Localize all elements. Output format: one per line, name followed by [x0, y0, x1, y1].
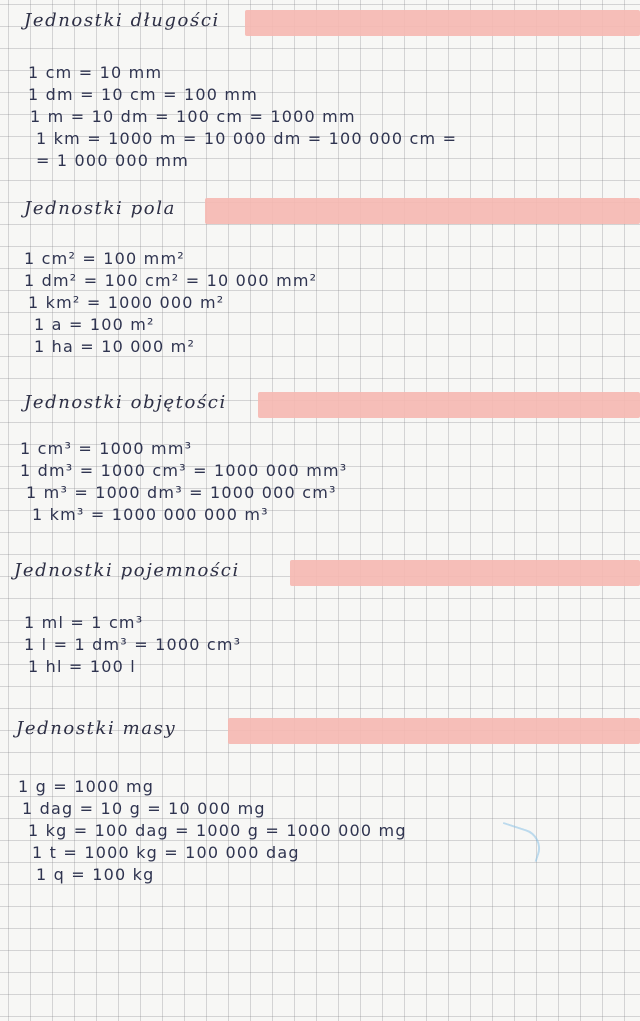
- conversion-line: 1 kg = 100 dag = 1000 g = 1000 000 mg: [28, 821, 407, 840]
- section-heading: Jednostki długości: [24, 10, 220, 31]
- section-area: [0, 196, 640, 358]
- conversion-line: 1 ml = 1 cm³: [24, 613, 144, 632]
- section-heading-row: [0, 716, 640, 750]
- conversion-line: 1 m³ = 1000 dm³ = 1000 000 cm³: [26, 483, 337, 502]
- conversion-line: 1 cm² = 100 mm²: [24, 249, 185, 268]
- conversion-list: [0, 438, 640, 526]
- section-heading: Jednostki objętości: [24, 392, 227, 413]
- section-heading: Jednostki masy: [16, 718, 177, 739]
- conversion-line: 1 cm³ = 1000 mm³: [20, 439, 193, 458]
- conversion-line: 1 dm³ = 1000 cm³ = 1000 000 mm³: [20, 461, 348, 480]
- section-heading: Jednostki pola: [24, 198, 176, 219]
- conversion-line: 1 t = 1000 kg = 100 000 dag: [32, 843, 300, 862]
- conversion-line: 1 ha = 10 000 m²: [34, 337, 196, 356]
- heading-highlight: [245, 10, 640, 36]
- conversion-line: 1 m = 10 dm = 100 cm = 1000 mm: [30, 107, 356, 126]
- conversion-line: 1 dm = 10 cm = 100 mm: [28, 85, 258, 104]
- conversion-line: = 1 000 000 mm: [36, 151, 189, 170]
- conversion-line: 1 l = 1 dm³ = 1000 cm³: [24, 635, 242, 654]
- section-length: [0, 8, 640, 172]
- conversion-line: 1 cm = 10 mm: [28, 63, 163, 82]
- conversion-line: 1 dag = 10 g = 10 000 mg: [22, 799, 266, 818]
- heading-highlight: [228, 718, 640, 744]
- conversion-list: [0, 248, 640, 358]
- heading-highlight: [290, 560, 640, 586]
- conversion-line: 1 km² = 1000 000 m²: [28, 293, 225, 312]
- conversion-line: 1 g = 1000 mg: [18, 777, 155, 796]
- conversion-line: 1 hl = 100 l: [28, 657, 136, 676]
- conversion-list: [0, 62, 640, 172]
- conversion-line: 1 km³ = 1000 000 000 m³: [32, 505, 269, 524]
- conversion-list: [0, 612, 640, 678]
- section-heading-row: [0, 390, 640, 424]
- section-heading: Jednostki pojemności: [14, 560, 240, 581]
- conversion-line: 1 km = 1000 m = 10 000 dm = 100 000 cm =: [36, 129, 458, 148]
- section-heading-row: [0, 8, 640, 42]
- section-heading-row: [0, 196, 640, 230]
- heading-highlight: [258, 392, 640, 418]
- section-heading-row: [0, 558, 640, 592]
- conversion-line: 1 dm² = 100 cm² = 10 000 mm²: [24, 271, 318, 290]
- conversion-line: 1 a = 100 m²: [34, 315, 155, 334]
- section-volume: [0, 390, 640, 526]
- conversion-line: 1 q = 100 kg: [36, 865, 155, 884]
- section-capacity: [0, 558, 640, 678]
- heading-highlight: [205, 198, 640, 224]
- section-mass: [0, 716, 640, 886]
- conversion-list: [0, 776, 640, 886]
